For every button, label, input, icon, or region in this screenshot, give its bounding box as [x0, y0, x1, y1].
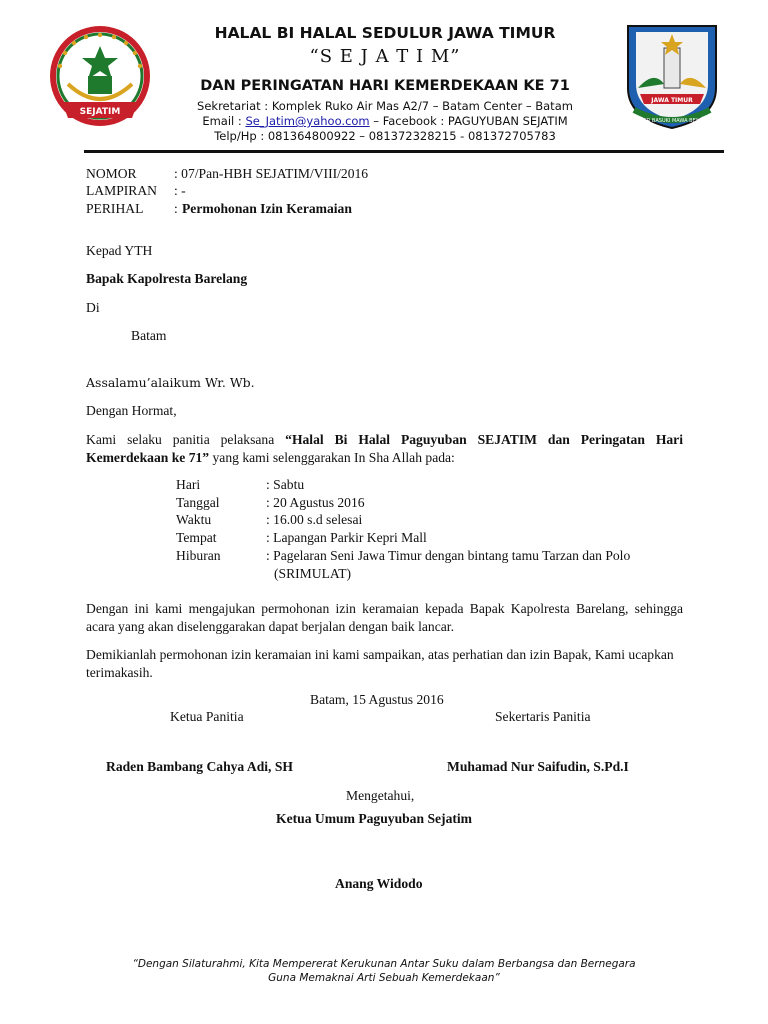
perihal-label: PERIHAL [86, 201, 144, 216]
intro-event: “Halal Bi Halal Paguyuban SEJATIM dan Peringatan Hari Kemerdekaan ke 71” [86, 432, 683, 465]
nomor-label: NOMOR [86, 166, 137, 181]
greeting-text: Assalamu’alaikum Wr. Wb. [86, 375, 255, 390]
footer-motto-line1: “Dengan Silaturahmi, Kita Mempererat Kerukunan Antar Suku dalam Berbangsa dan Bernegara [132, 958, 636, 970]
intro-post: yang kami selenggarakan In Sha Allah pada: [209, 450, 455, 465]
left-logo-text: SEJATIM [79, 107, 121, 117]
intro-paragraph [86, 431, 683, 467]
email-line [150, 114, 620, 129]
detail-hari-value: : Sabtu [266, 477, 305, 492]
header-divider [84, 150, 724, 153]
intro-pre: Kami selaku panitia pelaksana [86, 432, 286, 447]
kepada-text: Kepad YTH [86, 243, 153, 258]
sekretaris-title: Sekertaris Panitia [495, 709, 591, 724]
lampiran-value: : - [174, 183, 186, 198]
perihal-colon: : [174, 201, 178, 216]
place-date: Batam, 15 Agustus 2016 [310, 692, 444, 707]
header-line3: DAN PERINGATAN HARI KEMERDEKAAN KE 71 [200, 78, 570, 94]
email-label: Email : [202, 114, 242, 128]
recipient-name: Bapak Kapolresta Barelang [86, 271, 248, 286]
ketua-name: Raden Bambang Cahya Adi, SH [106, 759, 293, 774]
right-logo-text1: JAWA TIMUR [651, 97, 693, 104]
detail-hiburan-cont: (SRIMULAT) [274, 566, 352, 581]
hormat-text: Dengan Hormat, [86, 403, 177, 418]
right-logo-text2: JER BASUKI MAWA BEYA [642, 118, 702, 124]
ketua-umum-title: Ketua Umum Paguyuban Sejatim [276, 811, 472, 826]
city-text: Batam [131, 328, 167, 343]
detail-waktu-value: : 16.00 s.d selesai [266, 512, 363, 527]
di-text: Di [86, 300, 100, 315]
request-paragraph: Dengan ini kami mengajukan permohonan izin keramaian kepada Bapak Kapolresta Barelang, sehingga acara yang akan diselenggarakan dapat berjalan dengan baik lancar. [86, 601, 683, 634]
detail-hiburan-label: Hiburan [176, 548, 221, 563]
ketua-title: Ketua Panitia [170, 709, 244, 724]
email-link[interactable]: Se_Jatim@yahoo.com [245, 114, 370, 128]
sejatim-logo [44, 24, 156, 132]
mengetahui-text: Mengetahui, [346, 788, 415, 803]
facebook-text: – Facebook : PAGUYUBAN SEJATIM [373, 114, 568, 128]
footer-motto-line2: Guna Memaknai Arti Sebuah Kemerdekaan” [268, 972, 500, 984]
lampiran-label: LAMPIRAN [86, 183, 157, 198]
detail-waktu-label: Waktu [176, 512, 212, 527]
nomor-value: : 07/Pan-HBH SEJATIM/VIII/2016 [174, 166, 369, 181]
detail-hiburan-value: : Pagelaran Seni Jawa Timur dengan bintang tamu Tarzan dan Polo [266, 548, 631, 563]
sekretaris-name: Muhamad Nur Saifudin, S.Pd.I [447, 759, 629, 774]
telp-line: Telp/Hp : 081364800922 – 081372328215 - 081372705783 [214, 129, 556, 143]
detail-tanggal-value: : 20 Agustus 2016 [266, 495, 365, 510]
detail-tempat-label: Tempat [176, 530, 217, 545]
closing-paragraph: Demikianlah permohonan izin keramaian ini kami sampaikan, atas perhatian dan izin Bapak, Kami ucapkan terimakasih. [86, 647, 674, 680]
detail-hari-label: Hari [176, 477, 201, 492]
header-line1: HALAL BI HALAL SEDULUR JAWA TIMUR [214, 24, 556, 42]
jawa-timur-emblem [620, 18, 724, 130]
sekretariat-line: Sekretariat : Komplek Ruko Air Mas A2/7 – Batam Center – Batam [197, 99, 573, 113]
perihal-value: Permohonan Izin Keramaian [182, 201, 352, 216]
detail-tempat-value: : Lapangan Parkir Kepri Mall [266, 530, 427, 545]
ketua-umum-name: Anang Widodo [335, 876, 423, 891]
header-line2: “S E J A T I M” [309, 46, 461, 67]
detail-tanggal-label: Tanggal [176, 495, 220, 510]
